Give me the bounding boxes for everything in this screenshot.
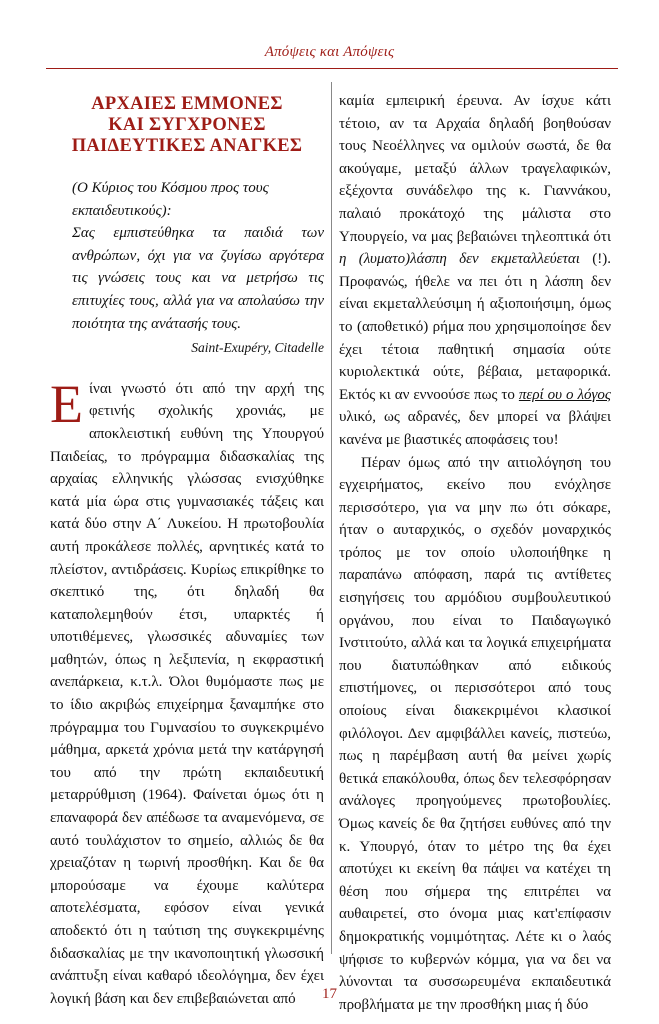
column-divider — [331, 82, 332, 954]
article-title-line: ΑΡΧΑΙΕΣ ΕΜΜΟΝΕΣ — [91, 94, 283, 114]
body-paragraph: Πέραν όμως από την αιτιολόγηση του εγχειρήματος, εκείνο που ενόχλησε περισσότερο, για να μην πω ότι σόκαρε, ήταν ο αυταρχικός, ο σχεδόν μοναρχικός τρόπος με τον οποίο υλοποιήθηκε η παραπάνω απόφαση, παρά τις αντίθετες εισηγήσεις του αρμόδιου συμβουλευτικού οργάνου, που είναι το Παιδαγωγικό Ινστιτούτο, αλλά και τα λογικά επιχειρήματα που διατυπώθηκαν από ειδικούς επιστήμονες, οι περισσότεροι από τους οποίους είναι διακεκριμένοι κλασικοί φιλόλογοι. Δεν αμφιβάλλει κανείς, πιστεύω, πως η παρέμβαση αυτή θα μείνει χωρίς θετικά επακόλουθα, όπως δεν τελεσφόρησαν ανάλογες προηγούμενες πρωτοβουλίες. Όμως κανείς δε θα ζητήσει ευθύνες από την κ. Υπουργό, όταν το μέτρο της θα έχει αποτύχει κι εκείνη θα πάψει να κατέχει τη θέση που σήμερα της επιτρέπει να αυθαιρετεί, στο όνομα μιας κατ'επίφασιν δημοκρατικής νομιμότητας. Λέτε κι ο λαός ψήφισε το κυβερνών κόμμα, για να δει να λύνονται τα συσσωρευμένα εκπαιδευτικά προβλήματα με την προσθήκη μιας ή δύο — [339, 454, 611, 1013]
underlined-phrase: περί ου ο λόγος — [518, 386, 611, 403]
article-title — [50, 94, 324, 157]
epigraph-intro: (Ο Κύριος του Κόσμου προς τους εκπαιδευτικούς): — [72, 180, 269, 219]
body-paragraph — [50, 373, 324, 1011]
epigraph-quote: Σας εμπιστεύθηκα τα παιδιά των ανθρώπων, όχι για να ζυγίσω αργότερα τις γνώσεις τους και να μετρήσω τις επιτυχίες τους, αλλά για να απολαύσω την ποιότητα της ανάτασής τους. — [72, 225, 324, 332]
left-column — [50, 90, 324, 1010]
left-body-text — [50, 373, 324, 1011]
paragraph-text: (!). Προφανώς, ήθελε να πει ότι η λάσπη δεν είναι εκμεταλλεύσιμη ή αξιοποιήσιμη, όμως το (αποθετικό) ρήμα που χρησιμοποίησε δεν έχει τέτοια παθητική σημασία ούτε κυριολεκτικά ούτε, βέβαια, μεταφορικά. Εκτός κι αν εννοούσε πως το — [339, 251, 611, 403]
article-title-line: ΚΑΙ ΣΥΓΧΡΟΝΕΣ — [108, 115, 266, 135]
italic-quote: η (λυματο)λάσπη δεν εκμεταλλεύεται — [339, 251, 580, 268]
paragraph-text: ίναι γνωστό ότι από την αρχή της φετινής σχολικής χρονιάς, με αποκλειστική ευθύνη της Υπουργού Παιδείας, το πρόγραμμα διδασκαλίας της αρχαίας ελληνικής γλώσσας ενισχύθηκε κατά μία ώρα στις γυμνασιακές τάξεις και κατά δύο στην Α΄ Λυκείου. Η πρωτοβουλία αυτή προκάλεσε πολλές, αρνητικές κατά το πλείστον, αντιδράσεις. Κυρίως επικρίθηκε το σκεπτικό της, ότι δηλαδή θα καταπολεμηθούν έτσι, υπαρκτές ή υποτιθέμενες, γλωσσικές αδυναμίες των μαθητών, όπως η λεξιπενία, η εκφραστική ανεπάρκεια, κ.τ.λ. Όλοι θυμόμαστε πως με το ίδιο ακριβώς επιχείρημα ξαναμπήκε στο πρόγραμμα του Γυμνασίου το συγκεκριμένο μάθημα, αρκετά χρόνια μετά την κατάργησή του από την πρώτη εκπαιδευτική μεταρρύθμιση (1964). Φαίνεται όμως ότι η επαναφορά δεν απέδωσε τα αναμενόμενα, σε αυτό τουλάχιστον το σημείο, αλλιώς δε θα χρειαζόταν η τωρινή προσθήκη. Και δε θα μπορούσαμε να έχουμε καλύτερα αποτελέσματα, εφόσον είναι γενικά αποδεκτό ότι η ταύτιση της συγκεκριμένης διδασκαλίας με την ικανοποιητική γλωσσική ανάπτυξη είναι καθαρό ιδεολόγημα, δεν έχει λογική βάση και δεν επιβεβαιώνεται από — [50, 380, 324, 1007]
article-title-line: ΠΑΙΔΕΥΤΙΚΕΣ ΑΝΑΓΚΕΣ — [71, 136, 303, 156]
running-head-title: Απόψεις και Απόψεις — [264, 44, 395, 60]
paragraph-text: καμία εμπειρική έρευνα. Αν ίσχυε κάτι τέτοιο, αν τα Αρχαία δηλαδή βοηθούσαν τους Νεοέλληνες να ομιλούν σωστά, δε θα ακούγαμε, μεταξύ άλλων τραγελαφικών, εξέχοντα συνάδελφο της κ. Γιαννάκου, παλαιό προκάτοχό της μάλιστα στο Υπουργείο, να μας βεβαιώνει τηλεοπτικά ότι — [339, 93, 611, 245]
page-number: 17 — [322, 986, 337, 1002]
epigraph-source: Saint-Exupéry, Citadelle — [191, 340, 324, 356]
paragraph-text: υλικό, ως αδρανές, δεν μπορεί να βλάψει κανένα με βιαστικές αποφάσεις του! — [339, 409, 611, 448]
header-rule — [46, 68, 618, 69]
body-paragraph — [339, 90, 611, 452]
right-column — [339, 90, 611, 1016]
drop-cap: Ε — [50, 373, 83, 434]
epigraph — [50, 177, 324, 360]
right-body-text — [339, 90, 611, 1016]
